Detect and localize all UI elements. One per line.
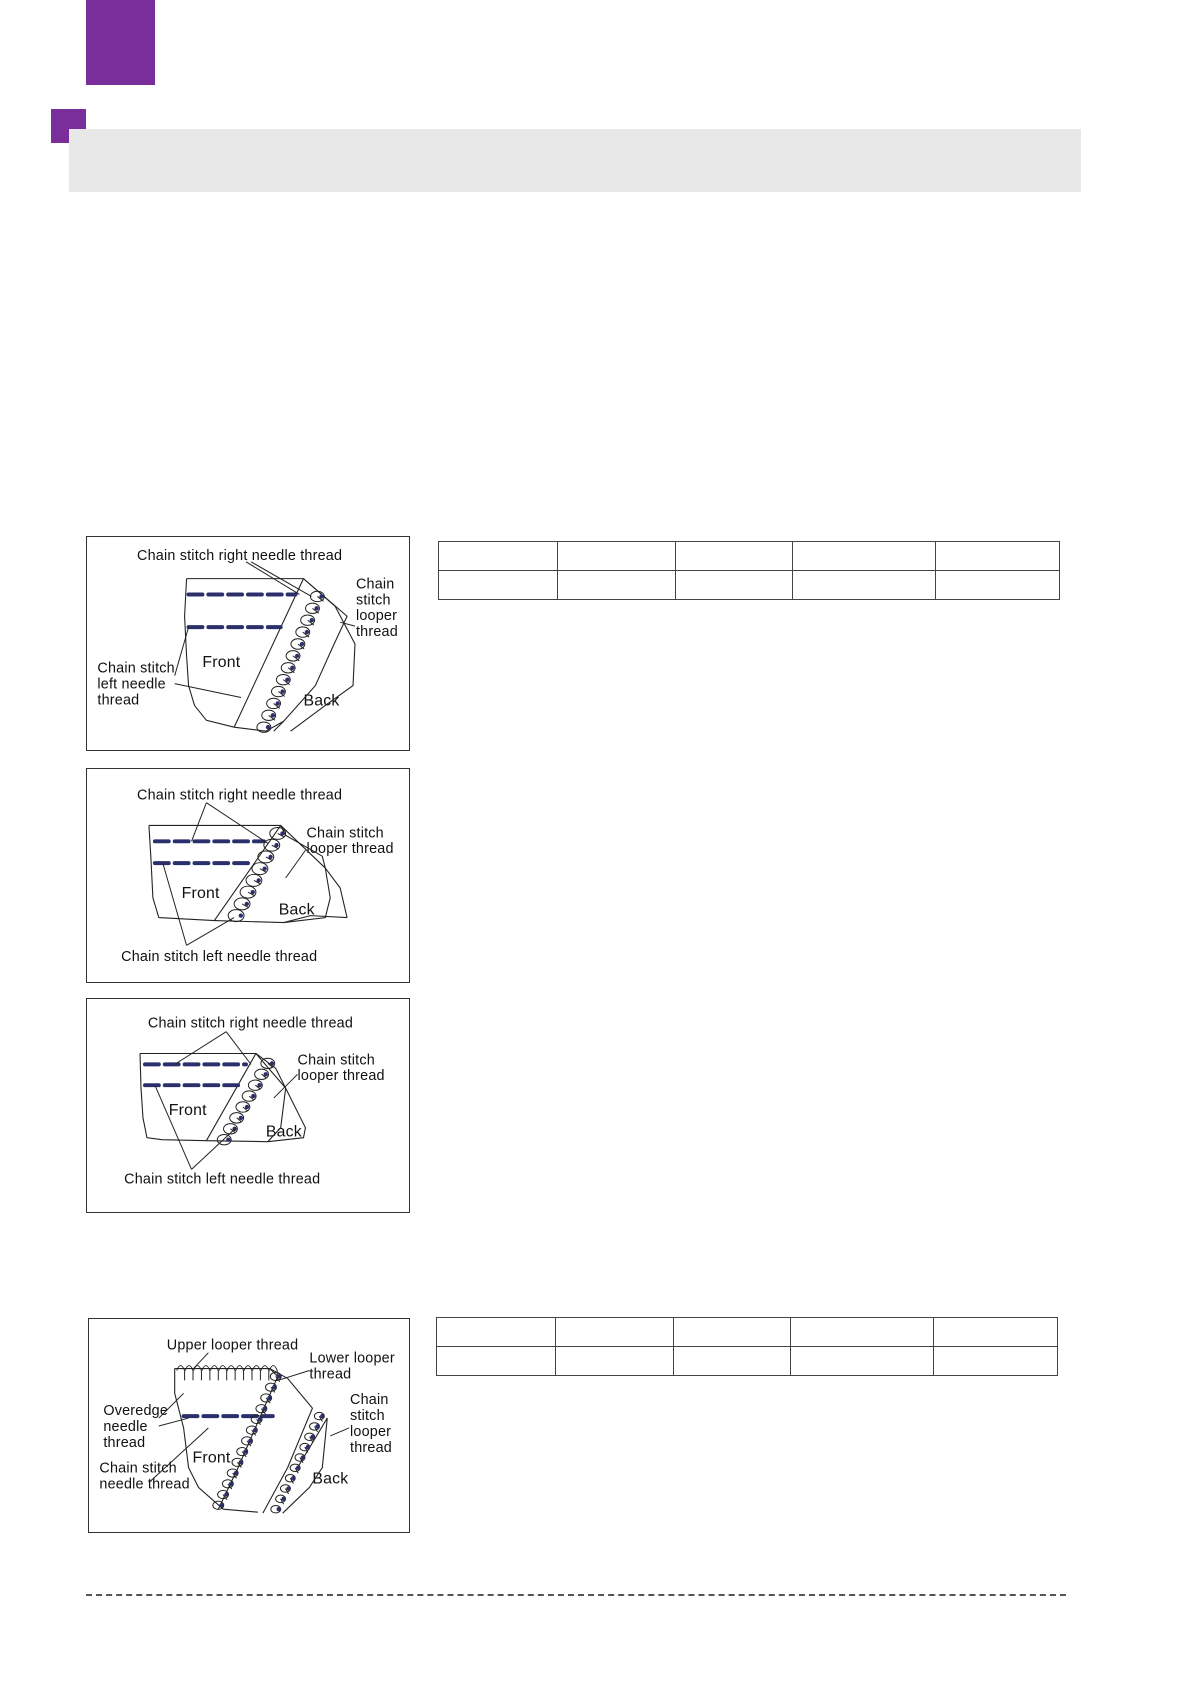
overedge-loop (244, 1366, 252, 1381)
table-row (439, 542, 1060, 571)
stitch-diagram-1 (87, 537, 409, 750)
label-overedge-1: Overedge (103, 1403, 169, 1420)
label-lower-looper-1: Lower looper (309, 1350, 395, 1367)
stitch-figure-2 (86, 768, 410, 983)
label-chain-looper-4: thread (350, 1439, 392, 1456)
chapter-tab (86, 0, 155, 85)
label-upper-looper: Upper looper thread (166, 1337, 299, 1354)
label-right-needle: Chain stitch right needle thread (147, 1015, 354, 1032)
stitch-knot (320, 1414, 324, 1418)
spec-table-1 (438, 541, 1060, 600)
stitch-knot (239, 913, 243, 917)
label-front: Front (192, 1449, 231, 1467)
label-chain-looper-2: stitch (350, 1408, 385, 1425)
label-back: Back (312, 1470, 349, 1488)
overedge-loop (219, 1366, 227, 1381)
table-cell (437, 1347, 556, 1376)
spec-table-1-body (439, 542, 1060, 600)
label-looper-4: thread (355, 624, 398, 641)
table-cell (936, 571, 1060, 600)
table-cell (675, 542, 793, 571)
label-chain-needle-2: needle thread (99, 1476, 190, 1493)
table-cell (557, 542, 675, 571)
label-overedge-3: thread (103, 1434, 146, 1451)
label-front: Front (168, 1101, 207, 1119)
stitch-knot (219, 1503, 223, 1507)
table-cell (936, 542, 1060, 571)
label-left-needle: Chain stitch left needle thread (121, 949, 318, 966)
label-back: Back (265, 1123, 302, 1141)
footer-divider (86, 1594, 1066, 1596)
label-chain-looper-1: Chain (350, 1392, 389, 1409)
stitch-knot (266, 725, 270, 729)
stitch-knot (310, 1435, 314, 1439)
label-looper-2: looper thread (297, 1068, 385, 1085)
label-left-needle-3: thread (97, 692, 140, 709)
table-cell (557, 571, 675, 600)
label-lower-looper-2: thread (309, 1366, 352, 1383)
table-cell (555, 1318, 673, 1347)
label-chain-looper-3: looper (350, 1423, 392, 1440)
label-looper-3: looper (355, 608, 398, 625)
table-row (437, 1318, 1058, 1347)
label-chain-needle-1: Chain stitch (99, 1460, 177, 1477)
label-looper-2: stitch (355, 592, 391, 609)
table-row (437, 1347, 1058, 1376)
label-left-needle-1: Chain stitch (97, 660, 175, 677)
table-cell (439, 542, 558, 571)
stitch-diagram-3 (87, 999, 409, 1212)
table-cell (934, 1318, 1058, 1347)
stitch-figure-1 (86, 536, 410, 751)
stitch-knot (286, 1486, 290, 1490)
stitch-knot (296, 1466, 300, 1470)
table-cell (934, 1347, 1058, 1376)
table-cell (793, 571, 936, 600)
label-right-needle: Chain stitch right needle thread (137, 547, 343, 564)
table-cell (791, 1318, 934, 1347)
stitch-diagram-2 (87, 769, 409, 982)
overedge-loop (227, 1366, 235, 1381)
table-cell (673, 1347, 791, 1376)
table-cell (555, 1347, 673, 1376)
spec-table-2-body (437, 1318, 1058, 1376)
table-cell (793, 542, 936, 571)
overedge-loop (261, 1366, 269, 1381)
overedge-loop (202, 1366, 210, 1381)
stitch-knot (281, 1497, 285, 1501)
stitch-knot (277, 1507, 281, 1511)
table-cell (673, 1318, 791, 1347)
label-looper-2: looper thread (306, 841, 394, 858)
stitch-diagram-4 (89, 1319, 409, 1532)
label-front: Front (181, 884, 220, 902)
stitch-knot (226, 1137, 230, 1141)
stitch-knot (315, 1424, 319, 1428)
overedge-loop (185, 1366, 193, 1381)
overedge-loop (236, 1366, 244, 1381)
label-back: Back (303, 692, 340, 710)
overedge-loop (252, 1366, 260, 1381)
label-looper-1: Chain stitch (306, 825, 384, 842)
spec-table-2 (436, 1317, 1058, 1376)
table-row (439, 571, 1060, 600)
label-right-needle: Chain stitch right needle thread (137, 787, 343, 804)
label-looper-1: Chain stitch (297, 1052, 375, 1069)
stitch-knot (306, 1445, 310, 1449)
overedge-loop (177, 1366, 185, 1381)
stitch-knot (291, 1476, 295, 1480)
table-cell (675, 571, 793, 600)
label-looper-1: Chain (355, 576, 395, 593)
label-back: Back (278, 901, 315, 919)
label-left-needle-2: left needle (97, 676, 166, 693)
table-cell (439, 571, 558, 600)
label-overedge-2: needle (103, 1418, 148, 1435)
stitch-figure-4 (88, 1318, 410, 1533)
label-left-needle: Chain stitch left needle thread (124, 1171, 321, 1188)
section-header-bar (69, 129, 1081, 192)
stitch-knot (301, 1455, 305, 1459)
stitch-figure-3 (86, 998, 410, 1213)
overedge-loop (210, 1366, 218, 1381)
table-cell (791, 1347, 934, 1376)
label-front: Front (202, 653, 241, 671)
table-cell (437, 1318, 556, 1347)
